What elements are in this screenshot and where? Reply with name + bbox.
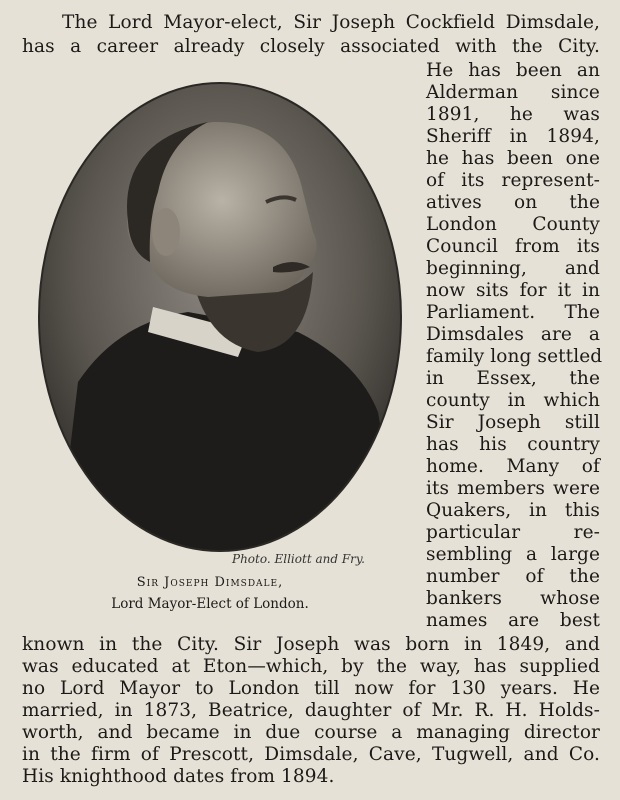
column-line: its members were [426, 478, 600, 499]
article-line: no Lord Mayor to London till now for 130 years. He [22, 678, 600, 699]
column-line: names are best [426, 610, 600, 631]
article-line: was educated at Eton—which, by the way, has supplied [22, 656, 600, 677]
column-line: 1891, he was [426, 104, 600, 125]
article-line: The Lord Mayor-elect, Sir Joseph Cockfield Dimsdale, [62, 12, 600, 33]
column-line: family long settled [426, 346, 603, 367]
column-line: Quakers, in this [426, 500, 600, 521]
column-line: of its represent- [426, 170, 600, 191]
column-line: London County [426, 214, 600, 235]
column-line: Parliament. The [426, 302, 600, 323]
portrait-photo [38, 82, 402, 552]
column-line: Sheriff in 1894, [426, 126, 600, 147]
column-line: home. Many of [426, 456, 600, 477]
photo-credit: Photo. Elliott and Fry. [232, 552, 365, 566]
column-line: beginning, and [426, 258, 600, 279]
column-line: county in which [426, 390, 600, 411]
column-line: in Essex, the [426, 368, 600, 389]
column-line: he has been one [426, 148, 600, 169]
column-line: Sir Joseph still [426, 412, 600, 433]
article-line: in the firm of Prescott, Dimsdale, Cave, Tugwell, and Co. [22, 744, 600, 765]
article-line: has a career already closely associated with the City. [22, 36, 600, 57]
article-line: known in the City. Sir Joseph was born in 1849, and [22, 634, 600, 655]
column-line: Dimsdales are a [426, 324, 600, 345]
column-line: sembling a large [426, 544, 600, 565]
column-line: Alderman since [426, 82, 600, 103]
column-line: Council from its [426, 236, 600, 257]
caption-name: Sir Joseph Dimsdale, [136, 575, 284, 590]
column-line: particular re- [426, 522, 600, 543]
article-line: His knighthood dates from 1894. [22, 766, 335, 787]
column-line: number of the [426, 566, 600, 587]
article-line: married, in 1873, Beatrice, daughter of Mr. R. H. Holds- [22, 700, 600, 721]
column-line: He has been an [426, 60, 600, 81]
column-line: atives on the [426, 192, 600, 213]
article-line: worth, and became in due course a managing director [22, 722, 600, 743]
caption-title: Lord Mayor-Elect of London. [111, 596, 309, 612]
column-line: has his country [426, 434, 600, 455]
column-line: now sits for it in [426, 280, 600, 301]
column-line: bankers whose [426, 588, 600, 609]
